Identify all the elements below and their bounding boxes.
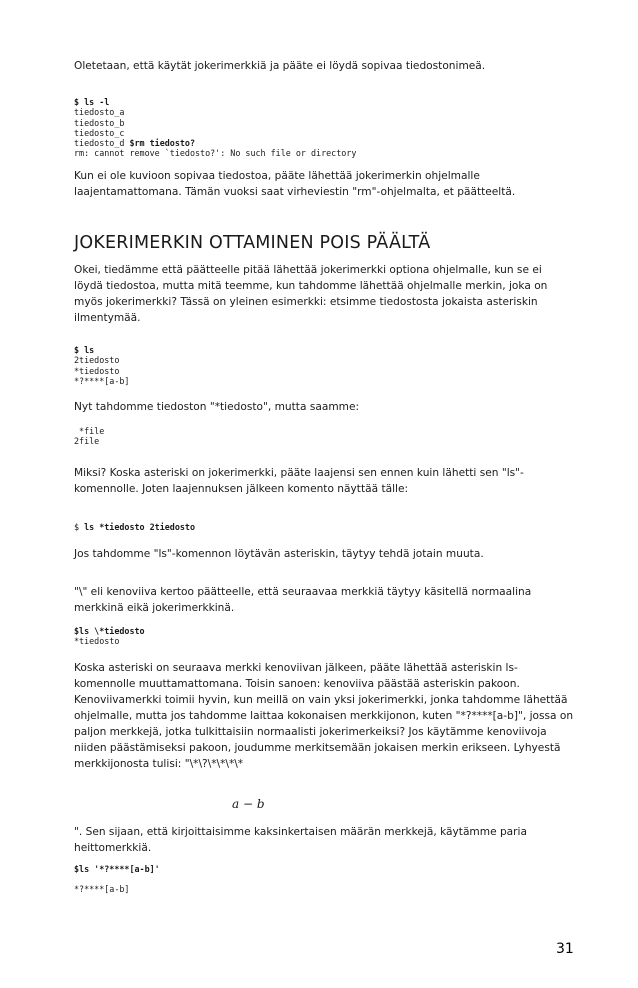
code-command: $ ls -l	[74, 97, 110, 107]
code-text: tiedosto_d	[74, 138, 130, 149]
math-expression: a − b	[232, 797, 265, 811]
paragraph-find-asterisk: Jos tahdomme "ls"-komennon löytävän asteriskin, täytyy tehdä jotain muuta.	[74, 548, 484, 560]
code-line: tiedosto_a	[74, 107, 125, 118]
paragraph-no-match: Kun ei ole kuvioon sopivaa tiedostoa, pääte lähettää jokerimerkin ohjelmalle laajentamattomana. Tämän vuoksi saat virheviestin "rm"-ohjelmalta, et päätteeltä.	[74, 170, 516, 198]
code-block-escaped	[74, 626, 574, 647]
code-line: *?****[a-b]	[74, 884, 130, 894]
code-command: $ls \*tiedosto	[74, 626, 145, 636]
code-block-expanded	[74, 522, 574, 532]
page-number: 31	[556, 941, 574, 957]
code-block-ls	[74, 345, 574, 386]
code-line: *tiedosto	[74, 365, 120, 376]
code-command: $ls '*?****[a-b]'	[74, 864, 160, 874]
code-line: tiedosto_b	[74, 117, 125, 128]
code-command: $rm tiedosto?	[129, 138, 196, 149]
code-block-quoted	[74, 864, 574, 874]
code-line	[74, 138, 574, 148]
code-command: ls *tiedosto 2tiedosto	[84, 522, 196, 532]
code-block-ls-rm	[74, 97, 574, 159]
paragraph-escape-explanation: Koska asteriski on seuraava merkki kenoviivan jälkeen, pääte lähettää asteriskin ls-komennolle muuttamattomana. Toisin sanoen: kenoviiva päästää asteriskin pakoon. Kenoviivamerkki toimii hyvin, kun meillä on vain yksi jokerimerkki, jonka tahdomme lähettää ohjelmalle, mutta jos tahdomme laittaa kokonaisen merkkijonon, kuten "*?****[a-b]", jossa on paljon merkkejä, jotka tulkittaisiin normaalisti jokerimerkeiksi? Jos käytämme kenoviivoja niiden päästämiseksi pakoon, joudumme merkitsemään jokaisen merkin erikseen. Lyhyestä merkkijonosta tulisi: "\*\?\*\*\*\*	[74, 662, 574, 770]
code-line: 2tiedosto	[74, 355, 120, 366]
paragraph-backslash: "\" eli kenoviiva kertoo päätteelle, että seuraavaa merkkiä täytyy käsitellä normaalina merkkinä eikä jokerimerkkinä.	[74, 586, 532, 614]
code-error-line: rm: cannot remove `tiedosto?': No such file or directory	[74, 148, 357, 159]
paragraph-quotes: ". Sen sijaan, että kirjoittaisimme kaksinkertaisen määrän merkkejä, käytämme paria heittomerkkiä.	[74, 826, 527, 854]
code-prompt: $	[74, 522, 85, 532]
code-line: 2file	[74, 436, 100, 447]
code-line: *tiedosto	[74, 636, 120, 647]
paragraph-intro: Oletetaan, että käytät jokerimerkkiä ja pääte ei löydä sopivaa tiedostonimeä.	[74, 60, 486, 72]
section-heading: JOKERIMERKIN OTTAMINEN POIS PÄÄLTÄ	[74, 233, 431, 253]
code-line	[74, 522, 574, 532]
code-block-output	[74, 426, 574, 447]
code-block-quoted-output	[74, 884, 574, 894]
paragraph-escape-intro: Okei, tiedämme että päätteelle pitää lähettää jokerimerkki optiona ohjelmalle, kun se ei löydä tiedostoa, mutta mitä teemme, kun tahdomme lähettää ohjelmalle merkin, joka on myös jokerimerkki? Tässä on yleinen esimerkki: etsimme tiedostosta jokaista asteriskin ilmentymää.	[74, 264, 548, 324]
code-line: *?****[a-b]	[74, 375, 130, 386]
code-command: $ ls	[74, 345, 95, 355]
paragraph-why: Miksi? Koska asteriski on jokerimerkki, pääte laajensi sen ennen kuin lähetti sen "ls"-komennolle. Joten laajennuksen jälkeen komento näyttää tälle:	[74, 467, 524, 495]
paragraph-want-file: Nyt tahdomme tiedoston "*tiedosto", mutta saamme:	[74, 401, 360, 413]
code-line: *file	[74, 426, 105, 436]
code-line: tiedosto_c	[74, 127, 125, 138]
